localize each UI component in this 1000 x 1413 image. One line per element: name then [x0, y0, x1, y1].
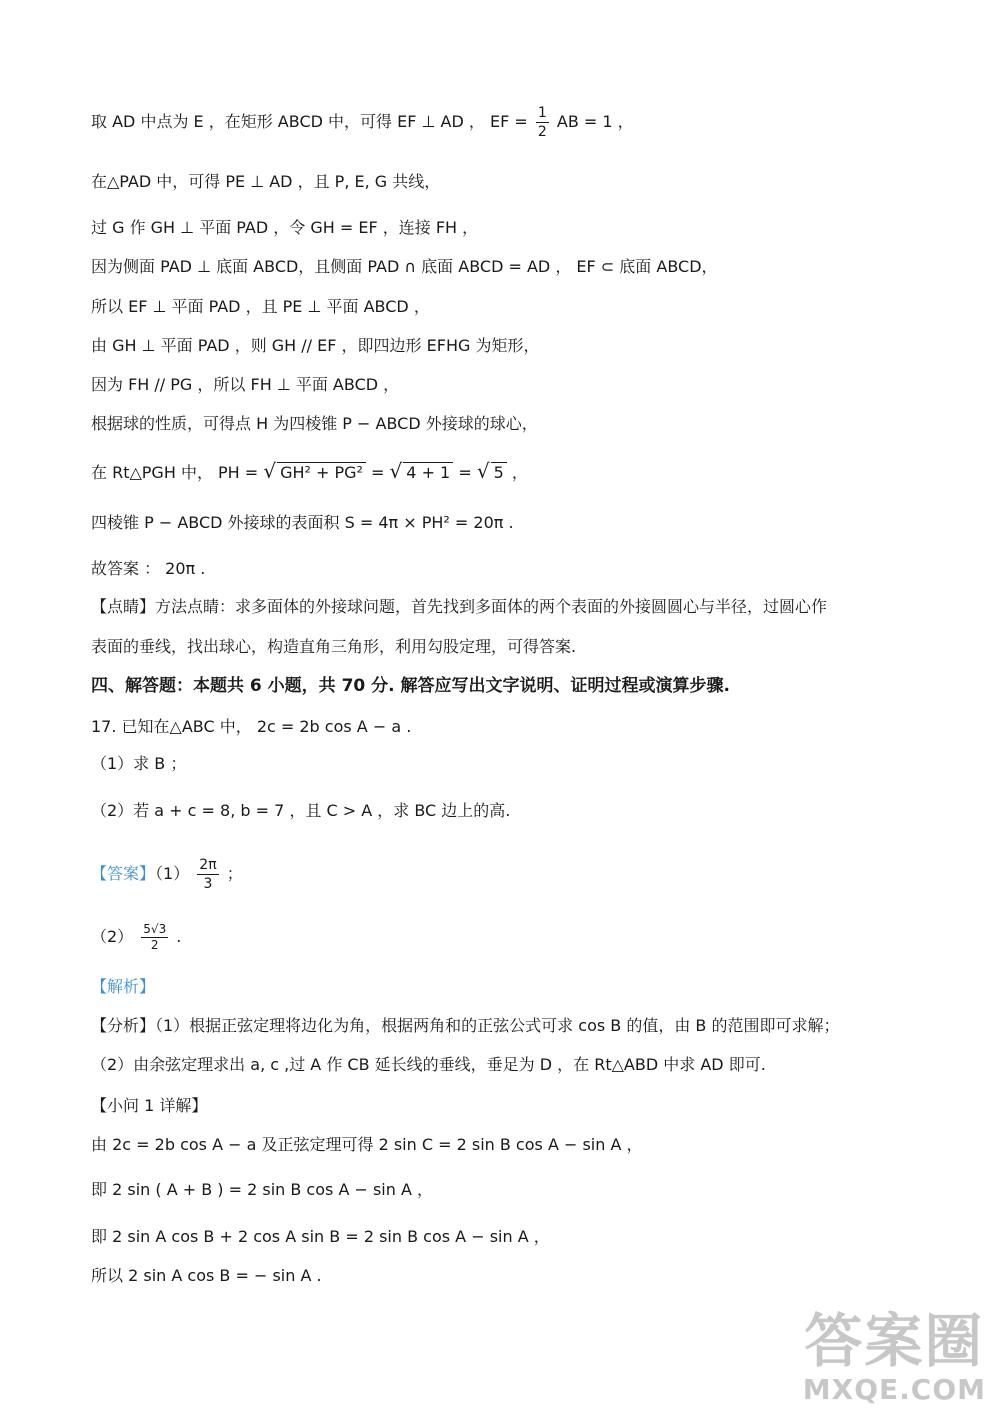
watermark-brand: 答案圈	[804, 1307, 985, 1375]
solution-line-1: 由 2c = 2b cos A − a 及正弦定理可得 2 sin C = 2 sin B cos A − sin A ，	[91, 1135, 643, 1154]
denominator: 2	[537, 124, 547, 140]
radicand-gh-pg: GH² + PG²	[277, 462, 366, 483]
watermark-logo	[803, 1309, 986, 1407]
text: 取 AD 中点为 E ，在矩形 ABCD 中，可得 EF ⊥ AD ， EF =	[91, 112, 528, 131]
fraction-2pi-over-3	[197, 856, 218, 893]
text: 在 Rt△PGH 中， PH =	[91, 463, 259, 482]
analysis-tag: 【解析】	[91, 977, 156, 996]
radicand-5: 5	[491, 462, 507, 483]
fraction-5root3-over-2	[141, 922, 168, 953]
answer-tag: 【答案】	[91, 864, 156, 883]
part-label: （2）	[91, 927, 134, 946]
numerator: 1	[537, 105, 547, 121]
radical-sign: √	[476, 459, 490, 483]
answer-part-2	[91, 922, 181, 953]
section-heading: 四、解答题：本题共 6 小题，共 70 分. 解答应写出文字说明、证明过程或演算步骤.	[91, 676, 730, 696]
problem-17-part-1: （1）求 B ；	[91, 754, 187, 773]
part-label: （1）	[155, 864, 190, 883]
punctuation: ；	[226, 864, 243, 883]
solution-line-4: 所以 2 sin A cos B = − sin A .	[91, 1266, 322, 1285]
equals: =	[371, 463, 385, 482]
analysis-line-2: （2）由余弦定理求出 a, c ,过 A 作 CB 延长线的垂线，垂足为 D ，在 Rt△ABD 中求 AD 即可.	[91, 1055, 766, 1074]
line-sphere-center: 根据球的性质，可得点 H 为四棱锥 P − ABCD 外接球的球心，	[91, 414, 538, 433]
problem-17-statement: 17. 已知在△ABC 中， 2c = 2b cos A − a .	[91, 717, 412, 736]
denominator: 3	[203, 876, 213, 892]
line-ph-length	[91, 460, 528, 484]
line-side-perp-base: 因为侧面 PAD ⊥ 底面 ABCD，且侧面 PAD ∩ 底面 ABCD = AD ， EF ⊂ 底面 ABCD，	[91, 257, 718, 276]
subquestion-1-heading: 【小问 1 详解】	[91, 1096, 208, 1115]
punctuation: ，	[511, 463, 528, 482]
solution-line-3: 即 2 sin A cos B + 2 cos A sin B = 2 sin B cos A − sin A ，	[91, 1227, 550, 1246]
line-ef-perp-plane: 所以 EF ⊥ 平面 PAD ，且 PE ⊥ 平面 ABCD ，	[91, 297, 430, 316]
fraction-one-half	[536, 104, 549, 141]
line-efhg-rectangle: 由 GH ⊥ 平面 PAD ，则 GH // EF ，即四边形 EFHG 为矩形，	[91, 336, 540, 355]
equals: =	[458, 463, 472, 482]
line-tip-1: 【点睛】方法点睛：求多面体的外接球问题，首先找到多面体的两个表面的外接圆圆心与半径，过圆心作	[91, 597, 828, 616]
analysis-line-1: 【分析】（1）根据正弦定理将边化为角，根据两角和的正弦公式可求 cos B 的值，由 B 的范围即可求解；	[91, 1016, 840, 1035]
line-answer: 故答案 ： 20π .	[91, 559, 206, 578]
problem-17-part-2: （2）若 a + c = 8, b = 7 ，且 C > A ，求 BC 边上的高.	[91, 801, 511, 820]
answer-part-1	[91, 856, 243, 893]
denominator: 2	[150, 938, 159, 952]
solution-line-2: 即 2 sin ( A + B ) = 2 sin B cos A − sin A ，	[91, 1180, 434, 1199]
radical-sign: √	[389, 459, 403, 483]
line-gh-perp-plane: 过 G 作 GH ⊥ 平面 PAD ，令 GH = EF ，连接 FH ，	[91, 218, 479, 237]
line-ef-half-ab	[91, 104, 634, 141]
watermark-url: MXQE.COM	[802, 1373, 986, 1406]
numerator: 2π	[199, 857, 217, 873]
text: AB = 1 ，	[556, 112, 634, 131]
line-tip-2: 表面的垂线，找出球心，构造直角三角形，利用勾股定理，可得答案.	[91, 637, 577, 656]
radicand-4-plus-1: 4 + 1	[403, 462, 453, 483]
line-pe-perp-ad: 在△PAD 中，可得 PE ⊥ AD ，且 P, E, G 共线，	[91, 172, 441, 191]
numerator: 5√3	[143, 922, 167, 936]
line-fh-parallel-pg: 因为 FH // PG ，所以 FH ⊥ 平面 ABCD ，	[91, 375, 400, 394]
line-surface-area: 四棱锥 P − ABCD 外接球的表面积 S = 4π × PH² = 20π .	[91, 513, 514, 532]
punctuation: .	[176, 927, 182, 946]
radical-sign: √	[263, 459, 277, 483]
